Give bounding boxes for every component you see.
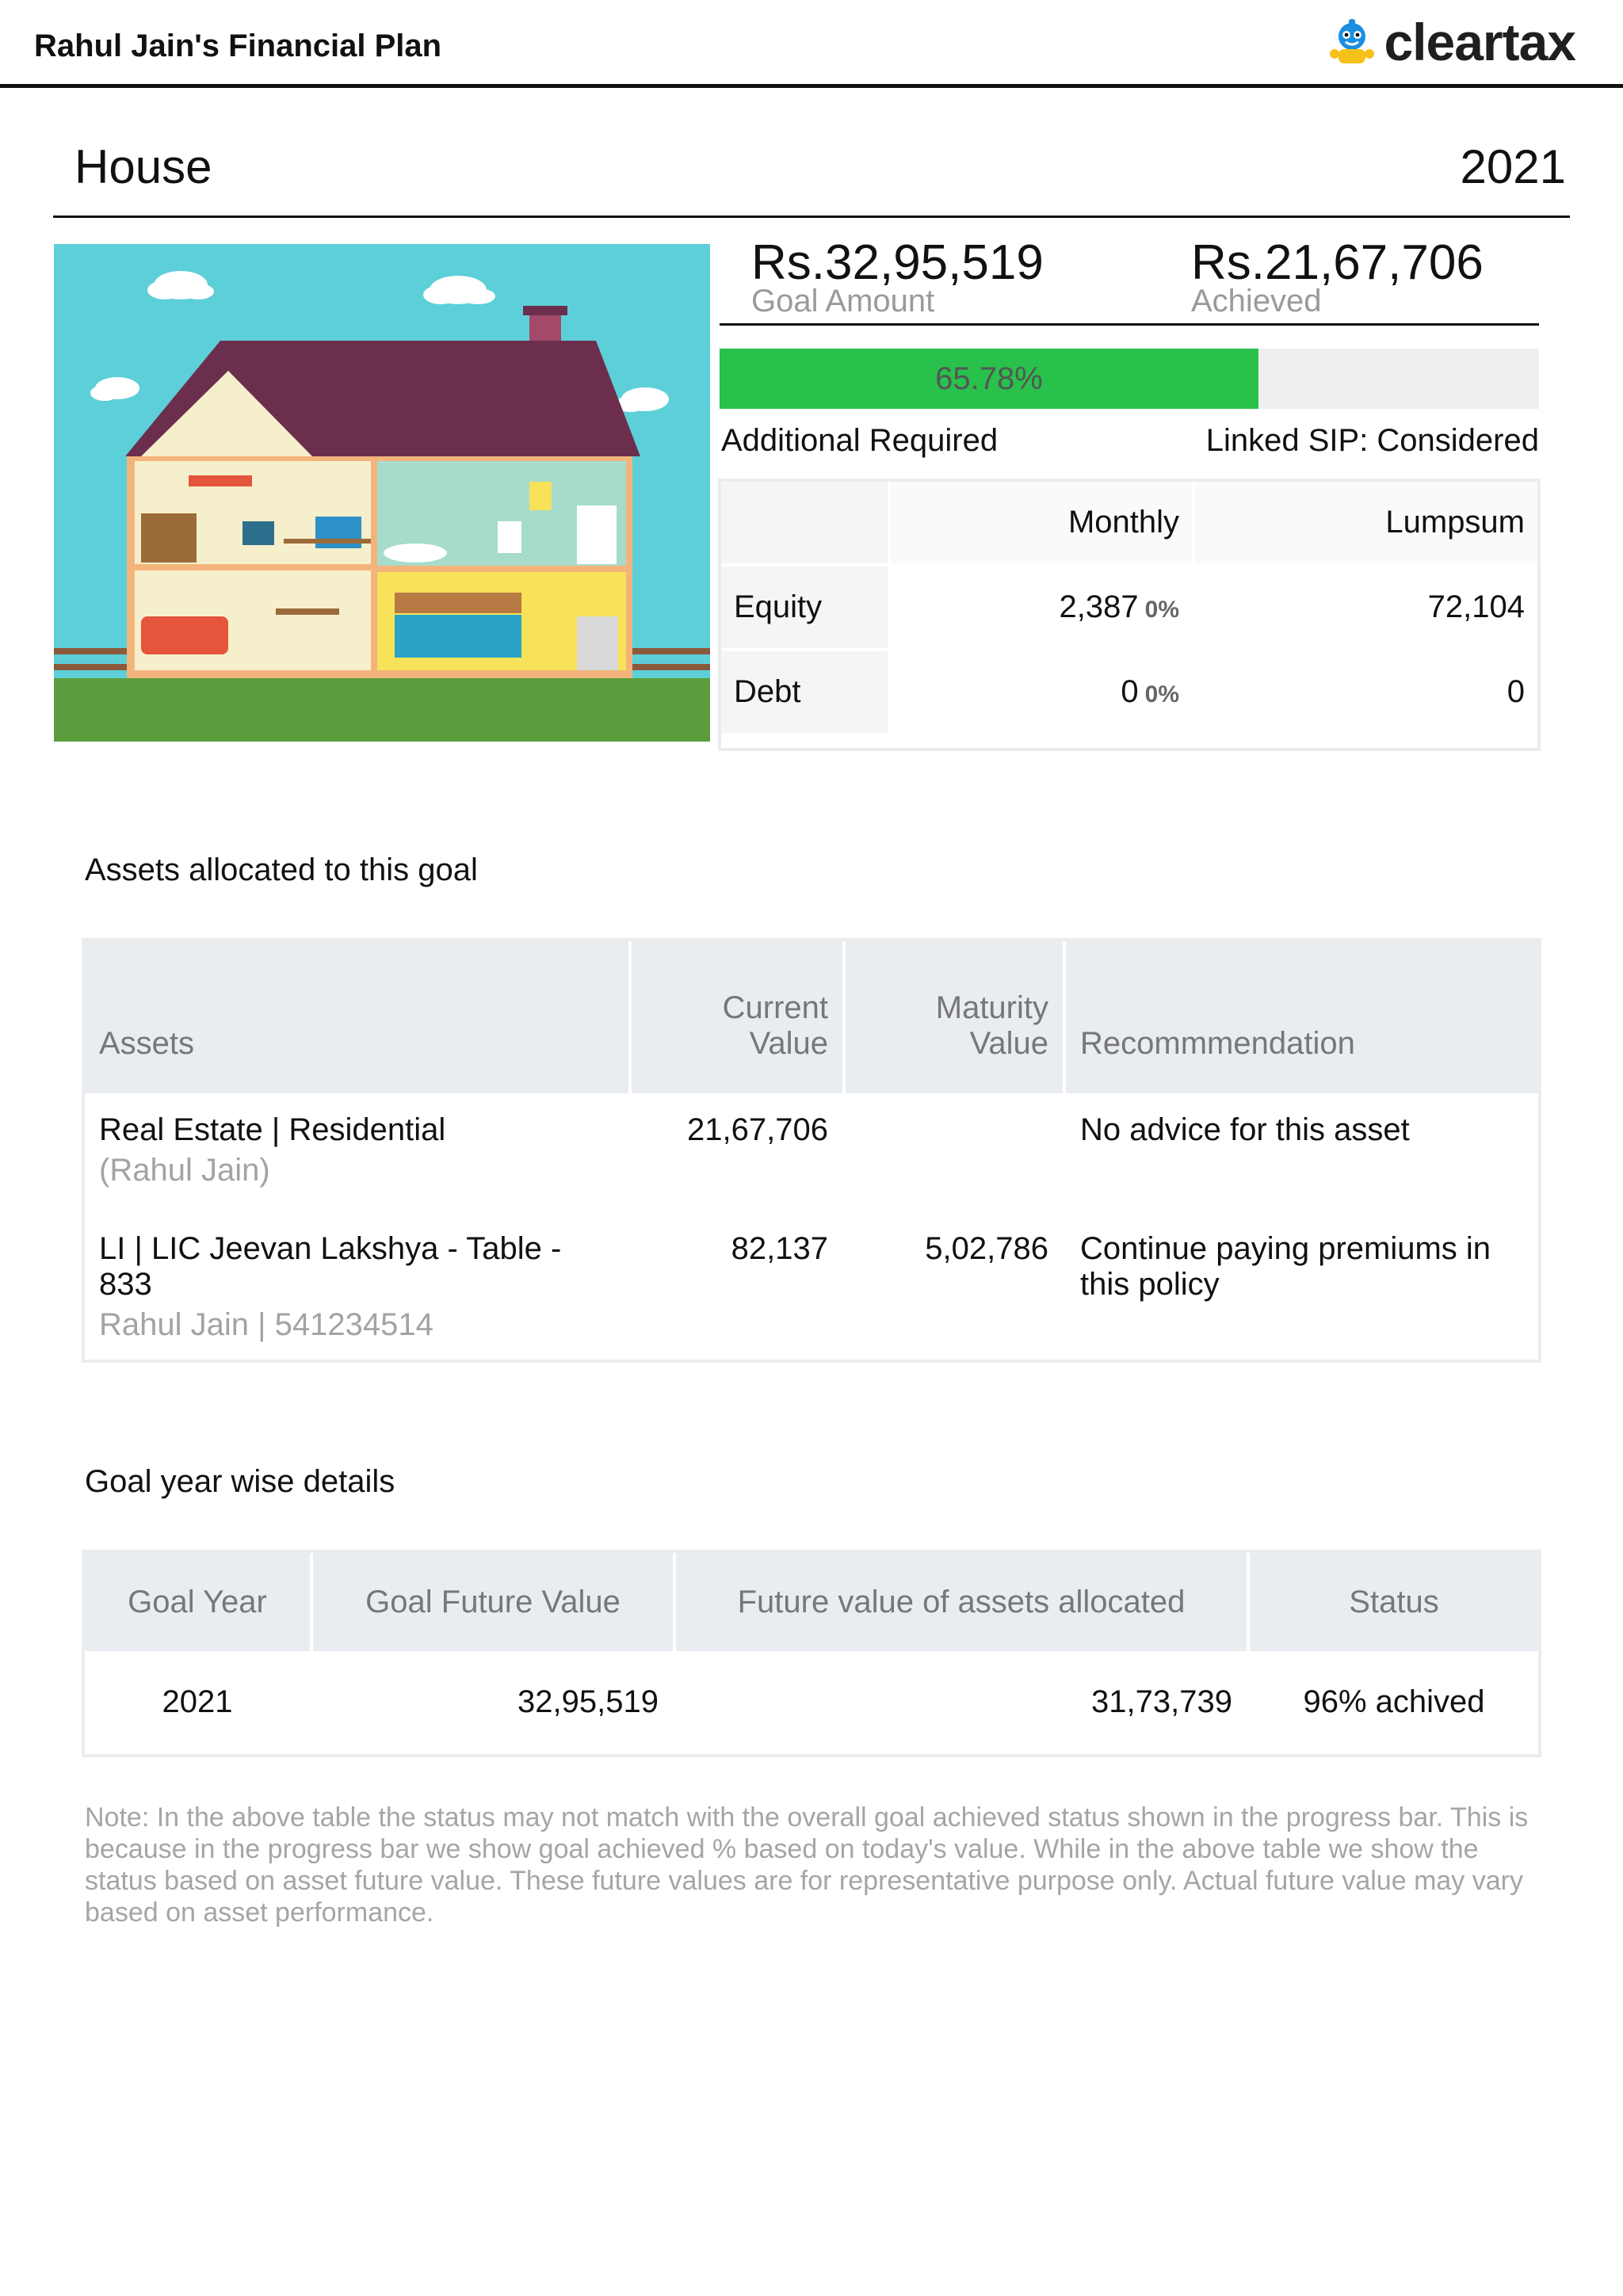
debt-lumpsum-value: 0 (1195, 651, 1537, 733)
achieved-label: Achieved (1191, 284, 1322, 318)
cleartax-logo (1328, 14, 1575, 70)
assets-header-row (85, 941, 1538, 1093)
plan-title: Rahul Jain's Financial Plan (34, 29, 442, 63)
logo-text: cleartax (1384, 13, 1575, 71)
row-label-equity: Equity (721, 566, 888, 648)
goal-year-header: Goal Year (85, 1553, 310, 1651)
table-header-row (721, 482, 1537, 563)
goal-progress-bar (720, 349, 1539, 409)
goal-name: House (74, 140, 212, 193)
current-value-cell: 21,67,706 (632, 1097, 842, 1212)
asset-owner: Rahul Jain | 541234514 (99, 1307, 433, 1342)
goal-amount-value: Rs.32,95,519 (751, 235, 1044, 290)
maturity-value-header-line2: Value (969, 1026, 1048, 1061)
recommendation-cell: Continue paying premiums in this policy (1066, 1215, 1538, 1366)
maturity-value-cell (846, 1097, 1063, 1212)
amount-divider (720, 323, 1539, 326)
progress-percent: 65.78% (935, 361, 1043, 396)
goal-future-value-cell: 32,95,519 (313, 1654, 673, 1749)
debt-monthly-value: 0 (1121, 674, 1139, 709)
status-cell: 96% achived (1250, 1654, 1538, 1749)
table-row (85, 1215, 1538, 1366)
current-value-header-line2: Value (749, 1026, 828, 1061)
goal-year: 2021 (1460, 140, 1566, 193)
recommendation-header: Recommmendation (1066, 941, 1538, 1093)
cleartax-mascot-icon (1328, 17, 1376, 67)
current-value-header-line1: Current (722, 990, 828, 1025)
year-header-row (85, 1553, 1538, 1651)
asset-cell (85, 1215, 628, 1366)
asset-name: Real Estate | Residential (99, 1112, 446, 1147)
maturity-value-header-line1: Maturity (935, 990, 1048, 1025)
required-investment-table (718, 479, 1541, 736)
year-section-title: Goal year wise details (85, 1464, 395, 1499)
assets-table (82, 938, 1541, 1369)
footnote: Note: In the above table the status may not match with the overall goal achieved status shown in the progress bar. This is because in the progress bar we show goal achieved % based on today's value. While in the above table we show the status based on asset future value. These future values are for representative purpose only. Actual future value may vary based on asset performance. (85, 1802, 1529, 1928)
table-row (85, 1097, 1538, 1212)
debt-monthly-percent: 0% (1144, 681, 1179, 707)
assets-section-title: Assets allocated to this goal (85, 852, 478, 887)
future-value-assets-header: Future value of assets allocated (676, 1553, 1247, 1651)
equity-lumpsum-value: 72,104 (1195, 566, 1537, 648)
page-header (0, 0, 1623, 88)
row-label-debt: Debt (721, 651, 888, 733)
recommendation-cell: No advice for this asset (1066, 1097, 1538, 1212)
linked-sip-label: Linked SIP: Considered (1205, 423, 1539, 458)
current-value-cell: 82,137 (632, 1215, 842, 1366)
maturity-value-header (846, 941, 1063, 1093)
goal-amount-label: Goal Amount (751, 284, 935, 318)
table-row (721, 566, 1537, 648)
current-value-header (632, 941, 842, 1093)
debt-monthly-cell (891, 651, 1192, 733)
achieved-value: Rs.21,67,706 (1191, 235, 1484, 290)
maturity-value-cell: 5,02,786 (846, 1215, 1063, 1366)
goal-future-value-header: Goal Future Value (313, 1553, 673, 1651)
asset-owner: (Rahul Jain) (99, 1153, 270, 1188)
status-header: Status (1250, 1553, 1538, 1651)
additional-required-label: Additional Required (721, 423, 999, 458)
lumpsum-header: Lumpsum (1195, 482, 1537, 563)
achieved-block (1191, 235, 1484, 317)
assets-header: Assets (85, 941, 628, 1093)
goal-year-table (82, 1550, 1541, 1753)
monthly-header: Monthly (891, 482, 1192, 563)
asset-cell (85, 1097, 628, 1212)
goal-year-cell: 2021 (85, 1654, 310, 1749)
goal-header (53, 133, 1570, 218)
house-illustration (54, 244, 710, 742)
future-value-assets-cell: 31,73,739 (676, 1654, 1247, 1749)
table-row (721, 651, 1537, 733)
asset-name: LI | LIC Jeevan Lakshya - Table - 833 (99, 1231, 562, 1302)
table-row (85, 1654, 1538, 1749)
equity-monthly-value: 2,387 (1059, 589, 1139, 624)
equity-monthly-cell (891, 566, 1192, 648)
goal-amount-block (751, 235, 1044, 317)
equity-monthly-percent: 0% (1144, 597, 1179, 623)
empty-header-cell (721, 482, 888, 563)
